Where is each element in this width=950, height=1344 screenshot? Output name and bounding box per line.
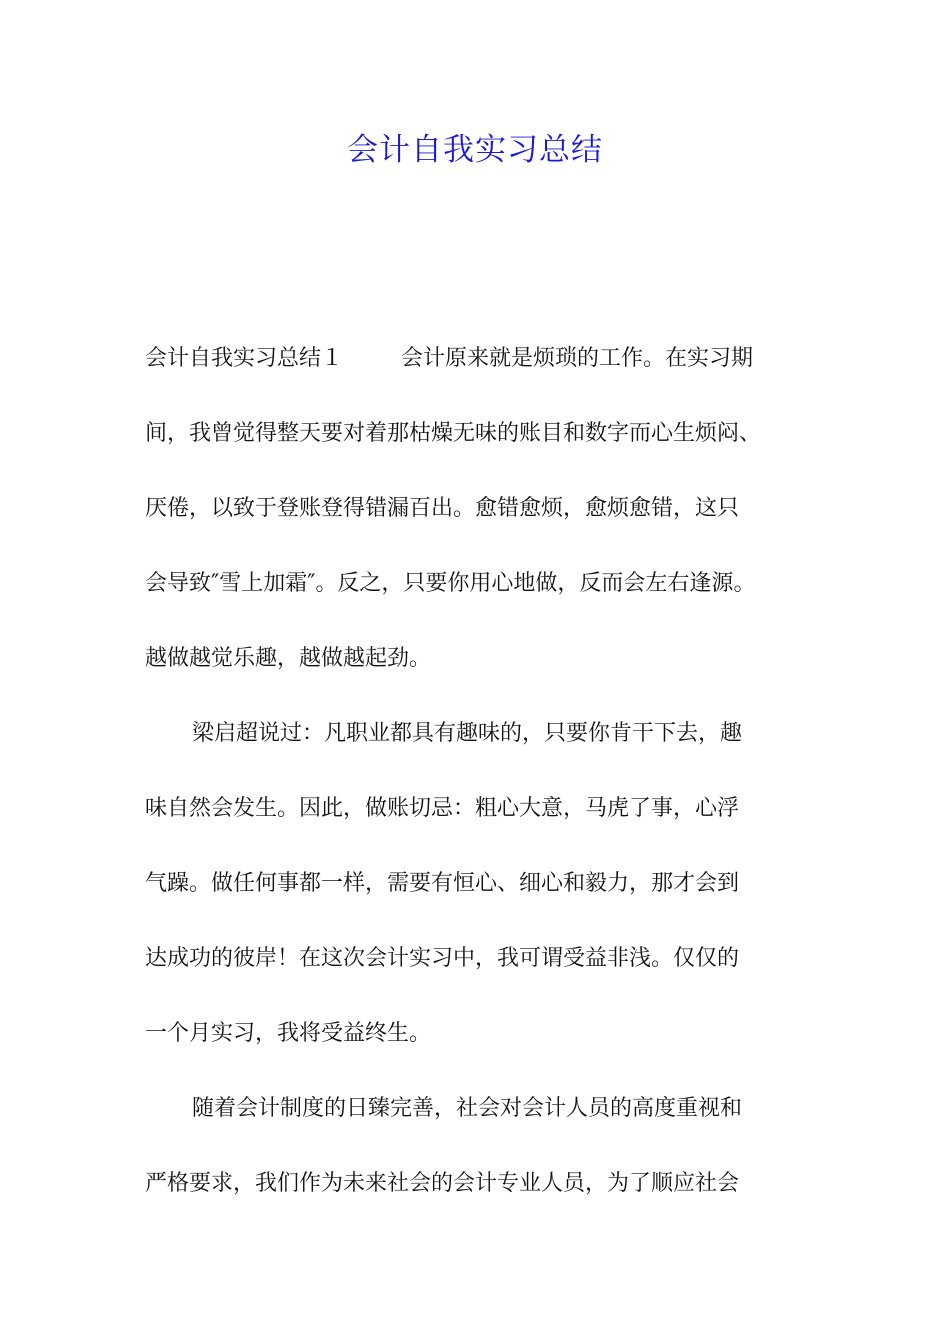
- paragraph-first-line: 随着会计制度的日臻完善，社会对会计人员的高度重视和: [192, 1096, 743, 1121]
- body-line: 一个月实习，我将受益终生。: [145, 1021, 432, 1046]
- body-line: 达成功的彼岸！在这次会计实习中，我可谓受益非浅。仅仅的: [145, 946, 740, 971]
- paragraph-first-line: 梁启超说过：凡职业都具有趣味的，只要你肯干下去，趣: [192, 721, 743, 746]
- body-line: 气躁。做任何事都一样，需要有恒心、细心和毅力，那才会到: [145, 871, 740, 896]
- body-line: 严格要求，我们作为未来社会的会计专业人员，为了顺应社会: [145, 1171, 740, 1196]
- section-heading: 会计自我实习总结１: [145, 346, 344, 371]
- body-line: [145, 343, 753, 375]
- body-line: 会导致″雪上加霜″。反之，只要你用心地做，反而会左右逢源。: [145, 571, 756, 596]
- body-line: 越做越觉乐趣，越做越起劲。: [145, 646, 432, 671]
- body-line: 味自然会发生。因此，做账切忌：粗心大意，马虎了事，心浮: [145, 796, 740, 821]
- body-line: 间，我曾觉得整天要对着那枯燥无味的账目和数字而心生烦闷、: [145, 421, 762, 446]
- document-title: 会计自我实习总结: [347, 132, 603, 168]
- body-line: 厌倦，以致于登账登得错漏百出。愈错愈烦，愈烦愈错，这只: [145, 496, 740, 521]
- body-text: 会计原来就是烦琐的工作。在实习期: [401, 346, 754, 371]
